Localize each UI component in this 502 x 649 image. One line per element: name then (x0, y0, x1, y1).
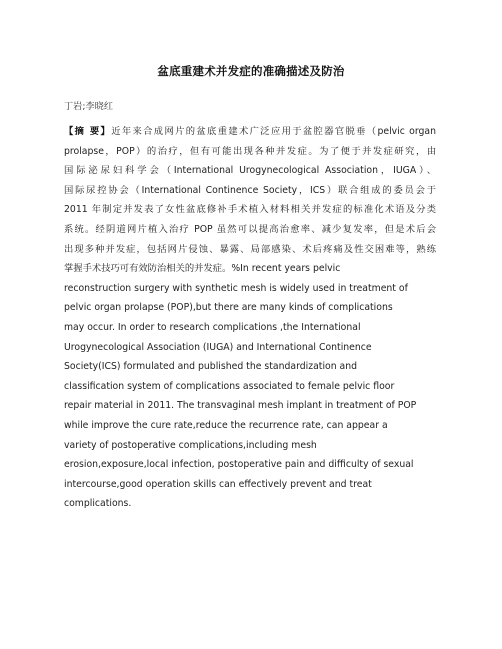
abstract-line: reconstruction surgery with synthetic mesh is widely used in treatment of (64, 282, 408, 294)
abstract-line: repair material in 2011. The transvaginal mesh implant in treatment of POP (64, 400, 417, 412)
abstract-label: 【摘 要】 (64, 126, 112, 137)
paper-authors: 丁岩;李晓红 (64, 101, 114, 112)
abstract-line: classification system of complications associated to female pelvic floor (64, 380, 395, 392)
abstract-line: intercourse,good operation skills can effectively prevent and treat (64, 478, 372, 490)
abstract-line: pelvic organ prolapse (POP),but there are many kinds of complications (64, 302, 393, 314)
abstract-line: 掌握手术技巧可有效防治相关的并发症。%In recent years pelvic (64, 263, 341, 275)
abstract-line: erosion,exposure,local infection, postoperative pain and difficulty of sexual (64, 459, 414, 471)
abstract-line: while improve the cure rate,reduce the recurrence rate, can appear a (64, 419, 388, 431)
abstract-line: may occur. In order to research complications ,the International (64, 321, 361, 333)
abstract-line: 国际尿控协会（International Continence Society，ICS）联合组成的委员会于 (64, 184, 436, 196)
abstract-block (64, 122, 436, 514)
abstract-line: Urogynecological Association (IUGA) and International Continence (64, 341, 372, 353)
abstract-line: prolapse，POP）的治疗，但有可能出现各种并发症。为了便于并发症研究，由 (64, 145, 436, 157)
abstract-line: 系统。经阴道网片植入治疗 POP 虽然可以提高治愈率、减少复发率，但是术后会 (64, 223, 436, 235)
abstract-line (64, 122, 436, 142)
abstract-line: 出现多种并发症，包括网片侵蚀、暴露、局部感染、术后疼痛及性交困难等，熟练 (64, 243, 436, 255)
abstract-line: Society(ICS) formulated and published the standardization and (64, 361, 358, 373)
abstract-line-text: 近年来合成网片的盆底重建术广泛应用于盆腔器官脱垂（pelvic organ (111, 126, 436, 137)
paper-title: 盆底重建术并发症的准确描述及防治 (157, 64, 345, 78)
abstract-line: 2011 年制定并发表了女性盆底修补手术植入材料相关并发症的标准化术语及分类 (64, 204, 436, 216)
abstract-line: 国际泌尿妇科学会（International Urogynecological Association，IUGA）、 (64, 165, 436, 177)
abstract-line: variety of postoperative complications,including mesh (64, 439, 317, 451)
abstract-line: complications. (64, 498, 132, 510)
